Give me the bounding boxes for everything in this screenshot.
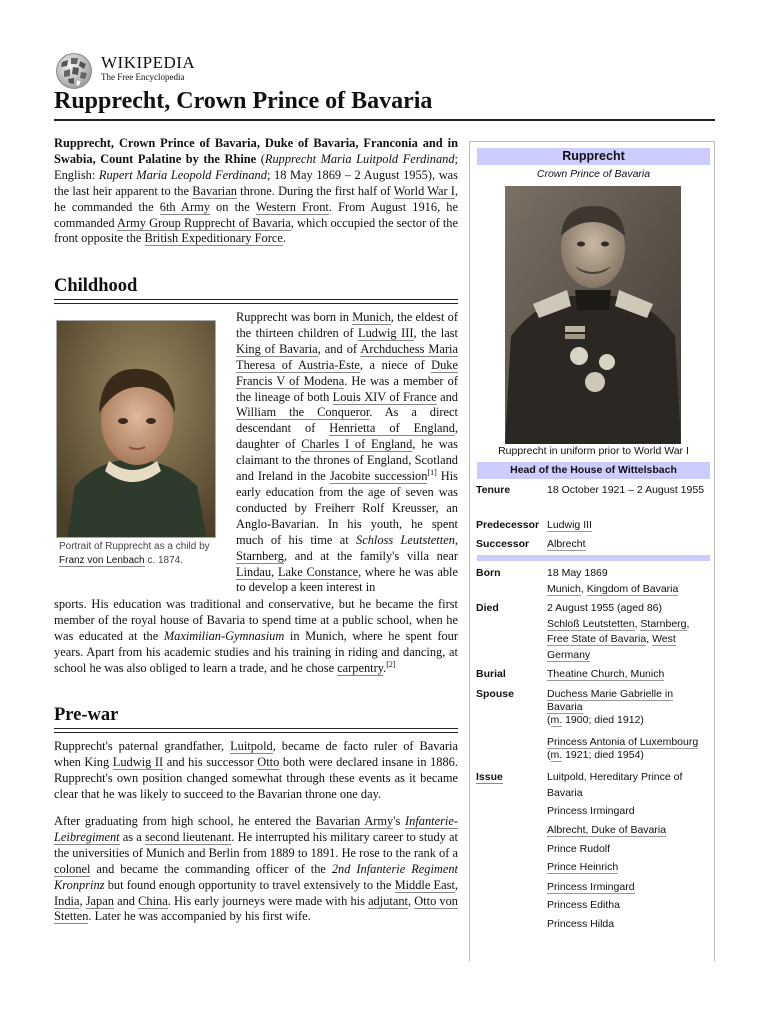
spouse-1-value xyxy=(547,688,707,727)
body-text: , a niece of xyxy=(359,357,432,372)
link-india[interactable]: India xyxy=(54,893,80,908)
body-text: His early education from the age of seven was conducted by Freiherr Rolf Kreusser, an Anglo-Bavarian. In his youth, he spent much of his time at xyxy=(236,469,458,547)
born-value xyxy=(547,566,707,597)
body-text: , daughter of xyxy=(236,421,459,452)
link-marie-gabrielle[interactable]: Duchess Marie Gabrielle in Bavaria xyxy=(547,688,674,713)
infobox-image-caption: Rupprecht in uniform prior to World War I xyxy=(498,445,689,457)
link-kingdom-of-bavaria[interactable]: Kingdom of Bavaria xyxy=(586,582,679,595)
wikipedia-globe-icon xyxy=(54,52,94,90)
link-starnberg-infobox[interactable]: Starnberg xyxy=(640,617,687,630)
spouse-1-paren: ( xyxy=(547,714,551,726)
intro-text: . xyxy=(282,231,286,246)
link-henrietta-of-england[interactable]: Henrietta of England xyxy=(329,421,455,436)
body-text: and xyxy=(113,893,139,908)
issue-8: Princess Hilda xyxy=(547,918,615,930)
page-title: Rupprecht, Crown Prince of Bavaria xyxy=(54,88,433,114)
link-ludwig-iii[interactable]: Ludwig III xyxy=(358,325,414,340)
issue-2: Princess Irmingard xyxy=(547,805,635,817)
link-lindau[interactable]: Lindau xyxy=(236,564,272,579)
spouse-2-paren: ( xyxy=(547,749,551,761)
body-text: , xyxy=(407,893,415,908)
link-british-expeditionary-force[interactable]: British Expeditionary Force xyxy=(144,231,283,246)
intro-native-name: Rupprecht Maria Luitpold Ferdinand xyxy=(264,151,455,166)
body-text: , xyxy=(271,564,278,579)
link-ludwig-ii[interactable]: Ludwig II xyxy=(112,754,164,769)
body-text: , he was claimant to the thrones of England, Scotland and Ireland in the xyxy=(236,437,458,484)
infobox-subtitle: Crown Prince of Bavaria xyxy=(536,168,651,180)
body-text: , xyxy=(79,893,86,908)
body-text: . As a direct descendant of xyxy=(236,405,458,436)
link-6th-army[interactable]: 6th Army xyxy=(159,199,210,214)
wikipedia-wordmark: WIKIPEDIA xyxy=(101,53,196,72)
link-luitpold[interactable]: Luitpold xyxy=(230,739,273,753)
body-text: . He interrupted his military career to study at the universities of Munich and Berlin from 1889 to 1891. He rose to the rank of a xyxy=(54,829,458,860)
link-middle-east[interactable]: Middle East xyxy=(394,877,455,892)
link-china[interactable]: China xyxy=(138,893,168,908)
childhood-paragraph-full xyxy=(54,597,458,677)
link-william-the-conqueror[interactable]: William the Conqueror xyxy=(236,405,370,420)
body-text: . xyxy=(383,660,387,675)
body-text: . Later he was accompanied by his first wife. xyxy=(88,909,311,924)
link-west-germany[interactable]: West Germany xyxy=(547,633,676,661)
burial-label: Burial xyxy=(476,668,506,680)
separator-text: , xyxy=(646,633,653,645)
issue-4: Prince Rudolf xyxy=(547,843,611,855)
link-western-front[interactable]: Western Front xyxy=(255,199,329,214)
link-otto[interactable]: Otto xyxy=(257,754,280,769)
link-infanterie-leibregiment[interactable]: Infanterie-Leibregiment xyxy=(54,814,459,844)
body-text: , xyxy=(454,877,458,892)
uniform-portrait-photo xyxy=(505,186,681,444)
born-date: 18 May 1869 xyxy=(547,567,608,579)
intro-text: , he commanded the xyxy=(54,183,458,214)
reference-2[interactable]: [2] xyxy=(386,659,396,669)
body-text: sports. His education was traditional and conservative, but he became the first member of the royal house of Bavaria to spend time at a public school, when he was educated at the xyxy=(54,597,458,643)
successor-label: Successor xyxy=(476,538,530,550)
link-married-1[interactable]: m. xyxy=(550,714,563,726)
intro-english-name: Rupert Maria Leopold Ferdinand xyxy=(98,167,267,182)
reference-1[interactable]: [1] xyxy=(427,467,437,477)
infobox-portrait-image[interactable] xyxy=(505,186,681,444)
died-value xyxy=(547,601,707,663)
italic-maximilian-gymnasium: Maximilian-Gymnasium xyxy=(163,628,285,643)
body-text: , became de facto ruler of Bavaria when King xyxy=(54,739,458,769)
prewar-paragraph-2 xyxy=(54,814,458,925)
issue-7: Princess Editha xyxy=(547,899,620,911)
issue-6 xyxy=(547,880,707,896)
link-schloss-leutstetten[interactable]: Schloß Leutstetten xyxy=(547,617,635,630)
died-label: Died xyxy=(476,602,499,614)
body-text: and xyxy=(436,389,458,404)
died-date: 2 August 1955 (aged 86) xyxy=(547,602,663,614)
link-albrecht-infobox[interactable]: Albrecht xyxy=(547,538,586,550)
issue-3 xyxy=(547,823,707,839)
link-issue[interactable]: Issue xyxy=(476,771,503,783)
intro-text: throne. During the first half of xyxy=(236,183,394,198)
heading-childhood: Childhood xyxy=(54,276,138,296)
infobox xyxy=(469,141,715,961)
wikipedia-tagline: The Free Encyclopedia xyxy=(101,72,185,82)
link-adjutant[interactable]: adjutant xyxy=(368,893,408,908)
body-text: 's xyxy=(393,814,406,828)
link-ludwig-iii-infobox[interactable]: Ludwig III xyxy=(547,519,592,531)
link-lake-constance[interactable]: Lake Constance xyxy=(277,564,359,579)
body-text: After graduating from high school, he entered the xyxy=(54,814,316,828)
link-bavarian[interactable]: Bavarian xyxy=(192,183,237,198)
heading-divider xyxy=(54,728,458,729)
intro-text: , which occupied the sector of the front opposite the xyxy=(54,215,458,246)
body-text: . His early journeys were made with his xyxy=(167,893,369,908)
body-text: , xyxy=(454,532,458,547)
successor-value xyxy=(547,537,707,553)
link-princess-irmingard[interactable]: Princess Irmingard xyxy=(547,881,635,893)
title-divider xyxy=(54,119,715,121)
infobox-separator xyxy=(477,555,710,561)
infobox-title: Rupprecht xyxy=(477,148,710,165)
intro-text: ( xyxy=(256,151,265,166)
link-louis-xiv[interactable]: Louis XIV of France xyxy=(332,389,437,404)
separator-text: , xyxy=(634,617,641,630)
link-second-lieutenant[interactable]: second lieutenant xyxy=(144,829,232,844)
intro-bold-title: Rupprecht, Crown Prince of Bavaria, Duke of Bavaria, Franconia and in Swabia, Count Palatine by the Rhine xyxy=(54,136,458,166)
body-text: , the last xyxy=(413,325,459,340)
body-text: but found enough opportunity to travel extensively to the xyxy=(104,877,395,892)
link-army-group-rupprecht[interactable]: Army Group Rupprecht of Bavaria xyxy=(117,215,291,230)
link-munich[interactable]: Munich xyxy=(352,310,391,324)
link-free-state-of-bavaria[interactable]: Free State of Bavaria xyxy=(547,633,647,645)
issue-1: Luitpold, Hereditary Prince of Bavaria xyxy=(547,771,683,799)
separator-text: , xyxy=(580,582,587,595)
issue-5 xyxy=(547,860,707,876)
body-text: both were declared insane in 1886. Rupprecht's own position changed somewhat through these events as it became clear that he was likely to succeed to the Bavarian throne one day. xyxy=(54,754,458,801)
prewar-paragraph-1 xyxy=(54,739,458,803)
spouse-2-dates: 1921; died 1954) xyxy=(562,749,644,761)
link-duke-francis-v[interactable]: Duke Francis V of Modena xyxy=(236,357,458,388)
body-text: , the eldest of the thirteen children of xyxy=(236,310,458,340)
spouse-2-value xyxy=(547,736,707,762)
tenure-label: Tenure xyxy=(476,484,511,496)
heading-divider xyxy=(54,299,458,300)
link-jacobite-succession[interactable]: Jacobite succession xyxy=(329,469,428,484)
spouse-1-dates: 1900; died 1912) xyxy=(562,714,644,726)
wikipedia-logo[interactable] xyxy=(54,50,214,88)
body-text: Rupprecht's paternal grandfather, xyxy=(54,739,231,753)
link-king-of-bavaria[interactable]: King of Bavaria xyxy=(236,341,318,356)
link-albrecht-duke[interactable]: Albrecht, Duke of Bavaria xyxy=(547,824,667,836)
link-charles-i[interactable]: Charles I of England xyxy=(301,437,413,452)
child-portrait-caption xyxy=(59,540,219,567)
predecessor-value xyxy=(547,518,707,534)
link-colonel[interactable]: colonel xyxy=(54,861,91,876)
link-japan[interactable]: Japan xyxy=(85,893,114,908)
italic-regiment-kronprinz: 2nd Infanterie Regiment Kronprinz xyxy=(54,861,458,892)
body-text: and became the commanding officer of the xyxy=(90,861,332,876)
childhood-paragraph-wrap xyxy=(236,310,458,596)
burial-value xyxy=(547,667,707,683)
intro-text: on the xyxy=(209,199,256,214)
link-maria-theresa[interactable]: Archduchess Maria Theresa of Austria-Este xyxy=(236,341,458,372)
intro-text: ; English: xyxy=(54,151,458,182)
heading-divider xyxy=(54,732,458,733)
body-text: and his successor xyxy=(163,754,258,769)
body-text: , and at the family's villa near xyxy=(283,548,458,563)
link-otto-von-stetten[interactable]: Otto von Stetten xyxy=(54,893,458,924)
link-carpentry[interactable]: carpentry xyxy=(337,660,384,675)
body-text: as a xyxy=(119,829,145,844)
born-label: Born xyxy=(476,567,501,579)
predecessor-label: Predecessor xyxy=(476,519,540,531)
spouse-label: Spouse xyxy=(476,688,514,700)
caption-text: Portrait of Rupprecht as a child by xyxy=(59,541,210,552)
link-prince-heinrich[interactable]: Prince Heinrich xyxy=(547,861,619,873)
link-bavarian-army[interactable]: Bavarian Army xyxy=(315,814,394,828)
tenure-value: 18 October 1921 – 2 August 1955 xyxy=(547,484,705,496)
link-world-war-i[interactable]: World War I xyxy=(393,183,455,198)
body-text: , where he was able to develop a keen interest in xyxy=(236,564,458,595)
link-married-2[interactable]: m. xyxy=(550,749,563,761)
caption-text: c. 1874. xyxy=(144,554,183,566)
link-starnberg[interactable]: Starnberg xyxy=(236,548,284,563)
separator-text: , xyxy=(686,617,690,630)
issue-label xyxy=(476,771,503,783)
intro-text: . From August 1916, he commanded xyxy=(54,199,458,230)
child-portrait-image[interactable] xyxy=(56,320,216,538)
link-munich-infobox[interactable]: Munich xyxy=(547,582,581,595)
body-text: . He was a member of the lineage of both xyxy=(236,373,458,404)
link-franz-von-lenbach[interactable]: Franz von Lenbach xyxy=(59,554,145,566)
link-antonia-of-luxembourg[interactable]: Princess Antonia of Luxembourg xyxy=(547,736,699,748)
heading-pre-war: Pre-war xyxy=(54,705,119,725)
italic-schloss-leutstetten: Schloss Leutstetten xyxy=(356,532,455,547)
body-text: , and of xyxy=(317,341,361,356)
intro-paragraph xyxy=(54,136,458,247)
child-portrait-painting xyxy=(57,321,216,538)
heading-divider xyxy=(54,303,458,304)
infobox-section-header: Head of the House of Wittelsbach xyxy=(477,462,710,479)
body-text: Rupprecht was born in xyxy=(236,310,353,324)
body-text: in Munich, where he spent four years. Apart from his academic studies and his training in riding and dancing, at school he was also obliged to learn a trade, and he chose xyxy=(54,628,458,675)
intro-text: ; 18 May 1869 – 2 August 1955), was the last heir apparent to the xyxy=(54,167,458,198)
link-theatine-church[interactable]: Theatine Church, Munich xyxy=(547,668,665,680)
